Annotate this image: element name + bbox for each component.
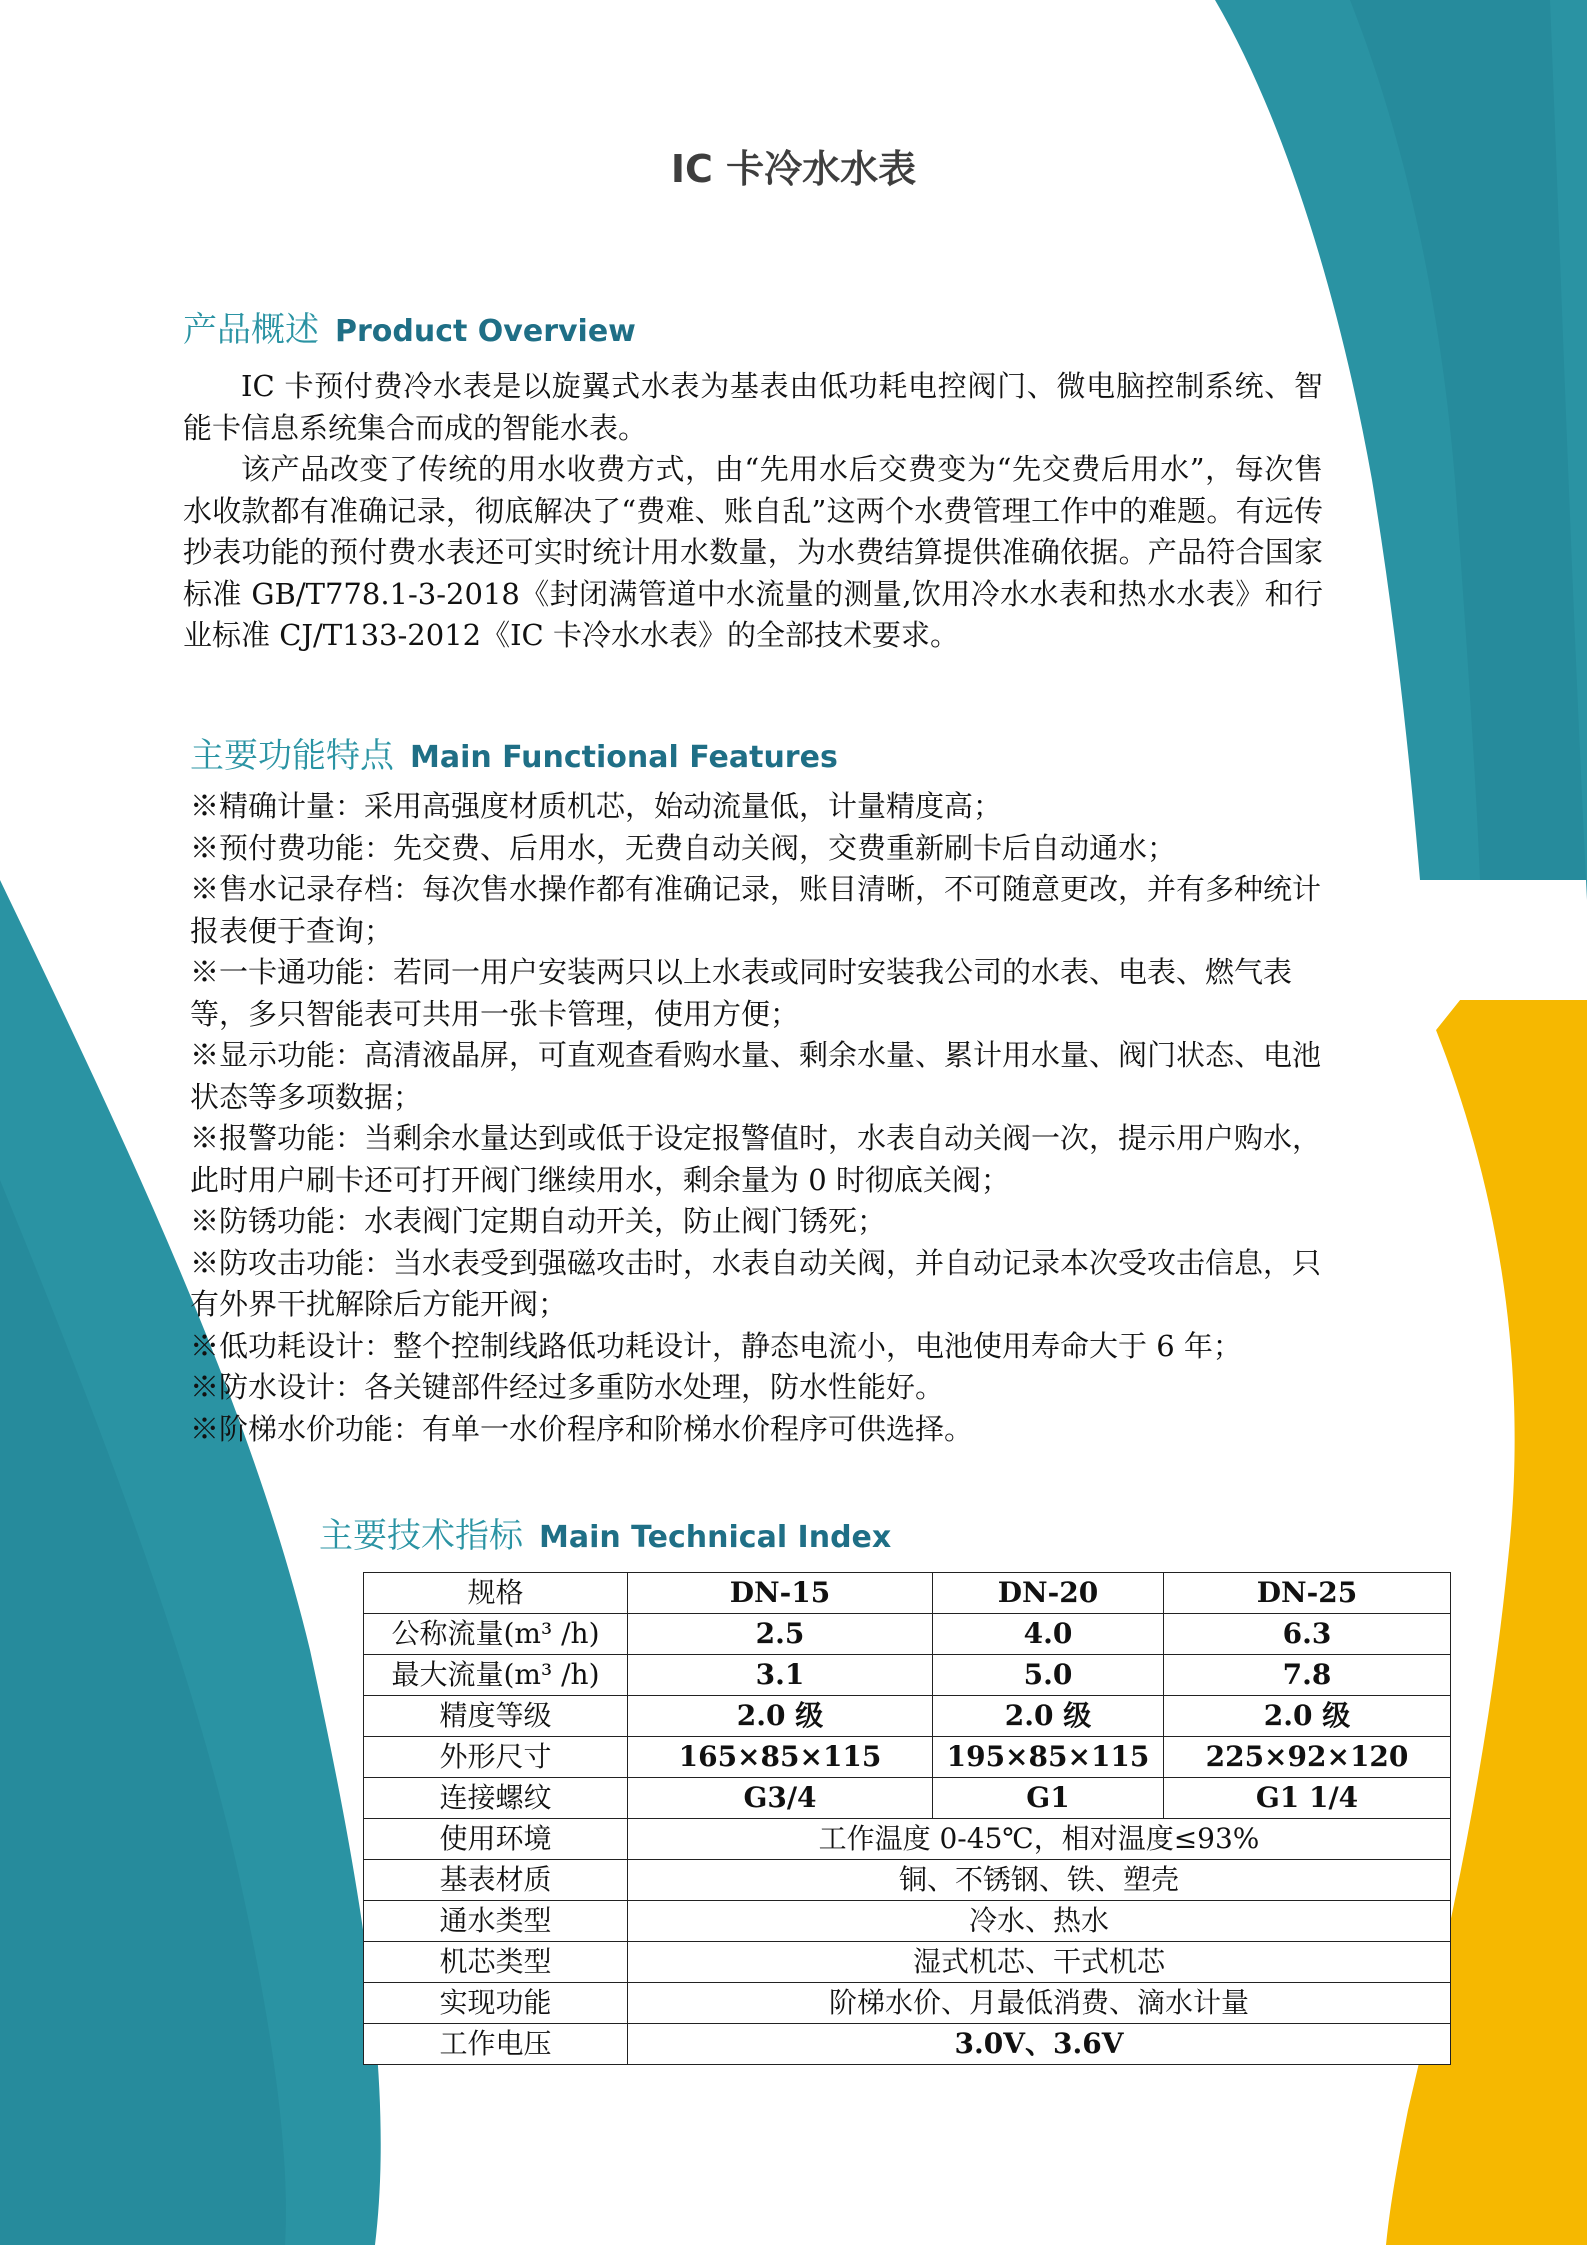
feature-item: ※防水设计：各关键部件经过多重防水处理，防水性能好。 [190, 1370, 945, 1404]
features-heading [190, 728, 838, 777]
table-cell: 2.0 级 [933, 1696, 1164, 1737]
table-cell: 5.0 [933, 1655, 1164, 1696]
row-label: 连接螺纹 [364, 1778, 628, 1819]
table-cell: 3.1 [628, 1655, 933, 1696]
row-label: 最大流量(m³ /h) [364, 1655, 628, 1696]
row-label: 机芯类型 [364, 1942, 628, 1983]
feature-item: ※显示功能：高清液晶屏，可直观查看购水量、剩余水量、累计用水量、阀门状态、电池状态等多项数据； [190, 1038, 1322, 1114]
document-title: IC 卡冷水水表 [670, 147, 917, 191]
table-row [364, 1819, 1451, 1860]
table-row [364, 1942, 1451, 1983]
table-cell: 225×92×120 [1164, 1737, 1451, 1778]
column-header: DN-15 [628, 1573, 933, 1614]
table-cell: 2.0 级 [1164, 1696, 1451, 1737]
table-cell-merged: 铜、不锈钢、铁、塑壳 [628, 1860, 1451, 1901]
table-cell-merged: 3.0V、3.6V [628, 2024, 1451, 2065]
table-row [364, 1778, 1451, 1819]
features-heading-cn: 主要功能特点 [190, 736, 394, 776]
table-cell-merged: 湿式机芯、干式机芯 [628, 1942, 1451, 1983]
column-header: DN-20 [933, 1573, 1164, 1614]
table-cell: 165×85×115 [628, 1737, 933, 1778]
table-cell: 2.5 [628, 1614, 933, 1655]
features-list [190, 786, 1340, 1450]
table-row [364, 1614, 1451, 1655]
tech-heading-cn: 主要技术指标 [319, 1516, 523, 1556]
table-cell: 195×85×115 [933, 1737, 1164, 1778]
row-label: 基表材质 [364, 1860, 628, 1901]
feature-item: ※防锈功能：水表阀门定期自动开关，防止阀门锈死； [190, 1204, 887, 1238]
technical-spec-table [363, 1572, 1451, 2065]
row-label: 通水类型 [364, 1901, 628, 1942]
feature-item: ※精确计量：采用高强度材质机芯，始动流量低，计量精度高； [190, 789, 1003, 823]
table-cell: G3/4 [628, 1778, 933, 1819]
table-cell: 6.3 [1164, 1614, 1451, 1655]
row-label: 公称流量(m³ /h) [364, 1614, 628, 1655]
table-row [364, 1737, 1451, 1778]
table-row [364, 1860, 1451, 1901]
tech-heading-en: Main Technical Index [539, 1520, 892, 1555]
feature-item: ※阶梯水价功能：有单一水价程序和阶梯水价程序可供选择。 [190, 1411, 974, 1446]
feature-item: ※低功耗设计：整个控制线路低功耗设计，静态电流小，电池使用寿命大于 6 年； [190, 1328, 1242, 1363]
overview-paragraph: 该产品改变了传统的用水收费方式，由“先用水后交费变为“先交费后用水”，每次售水收款都有准确记录，彻底解决了“费难、账自乱”这两个水费管理工作中的难题。有远传抄表功能的预付费水表还可实时统计用水数量，为水费结算提供准确依据。产品符合国家标准 GB/T778.1-3-2018《封闭满管道中水流量的测量,饮用冷水水表和热水水表》和行业标准 CJ/T133-2012《IC 卡冷水水表》的全部技术要求。 [183, 452, 1323, 652]
feature-item: ※一卡通功能：若同一用户安装两只以上水表或同时安装我公司的水表、电表、燃气表等，多只智能表可共用一张卡管理，使用方便； [190, 955, 1293, 1031]
row-label: 使用环境 [364, 1819, 628, 1860]
table-cell-merged: 阶梯水价、月最低消费、滴水计量 [628, 1983, 1451, 2024]
table-row [364, 1901, 1451, 1942]
table-cell: G1 1/4 [1164, 1778, 1451, 1819]
table-header-row [364, 1573, 1451, 1614]
table-cell-merged: 冷水、热水 [628, 1901, 1451, 1942]
table-row [364, 1983, 1451, 2024]
overview-heading [183, 302, 636, 351]
row-label: 精度等级 [364, 1696, 628, 1737]
table-row [364, 2024, 1451, 2065]
feature-item: ※预付费功能：先交费、后用水，无费自动关阀，交费重新刷卡后自动通水； [190, 830, 1177, 865]
row-label: 外形尺寸 [364, 1737, 628, 1778]
overview-paragraph: IC 卡预付费冷水表是以旋翼式水表为基表由低功耗电控阀门、微电脑控制系统、智能卡信息系统集合而成的智能水表。 [183, 369, 1323, 445]
feature-item: ※报警功能：当剩余水量达到或低于设定报警值时，水表自动关阀一次，提示用户购水，此时用户刷卡还可打开阀门继续用水，剩余量为 0 时彻底关阀； [190, 1121, 1322, 1197]
table-cell-merged: 工作温度 0-45℃，相对温度≤93% [628, 1819, 1451, 1860]
table-cell: 2.0 级 [628, 1696, 933, 1737]
overview-text [183, 366, 1323, 657]
overview-heading-cn: 产品概述 [183, 310, 319, 350]
table-cell: G1 [933, 1778, 1164, 1819]
feature-item: ※防攻击功能：当水表受到强磁攻击时，水表自动关阀，并自动记录本次受攻击信息，只有外界干扰解除后方能开阀； [190, 1245, 1322, 1321]
overview-heading-en: Product Overview [335, 314, 636, 349]
column-header: DN-25 [1164, 1573, 1451, 1614]
row-label: 实现功能 [364, 1983, 628, 2024]
features-heading-en: Main Functional Features [410, 740, 838, 775]
table-cell: 7.8 [1164, 1655, 1451, 1696]
row-label: 工作电压 [364, 2024, 628, 2065]
table-row [364, 1655, 1451, 1696]
table-cell: 4.0 [933, 1614, 1164, 1655]
feature-item: ※售水记录存档：每次售水操作都有准确记录，账目清晰，不可随意更改，并有多种统计报表便于查询； [190, 872, 1322, 948]
spec-header-label: 规格 [364, 1573, 628, 1614]
tech-heading [319, 1508, 891, 1557]
table-row [364, 1696, 1451, 1737]
